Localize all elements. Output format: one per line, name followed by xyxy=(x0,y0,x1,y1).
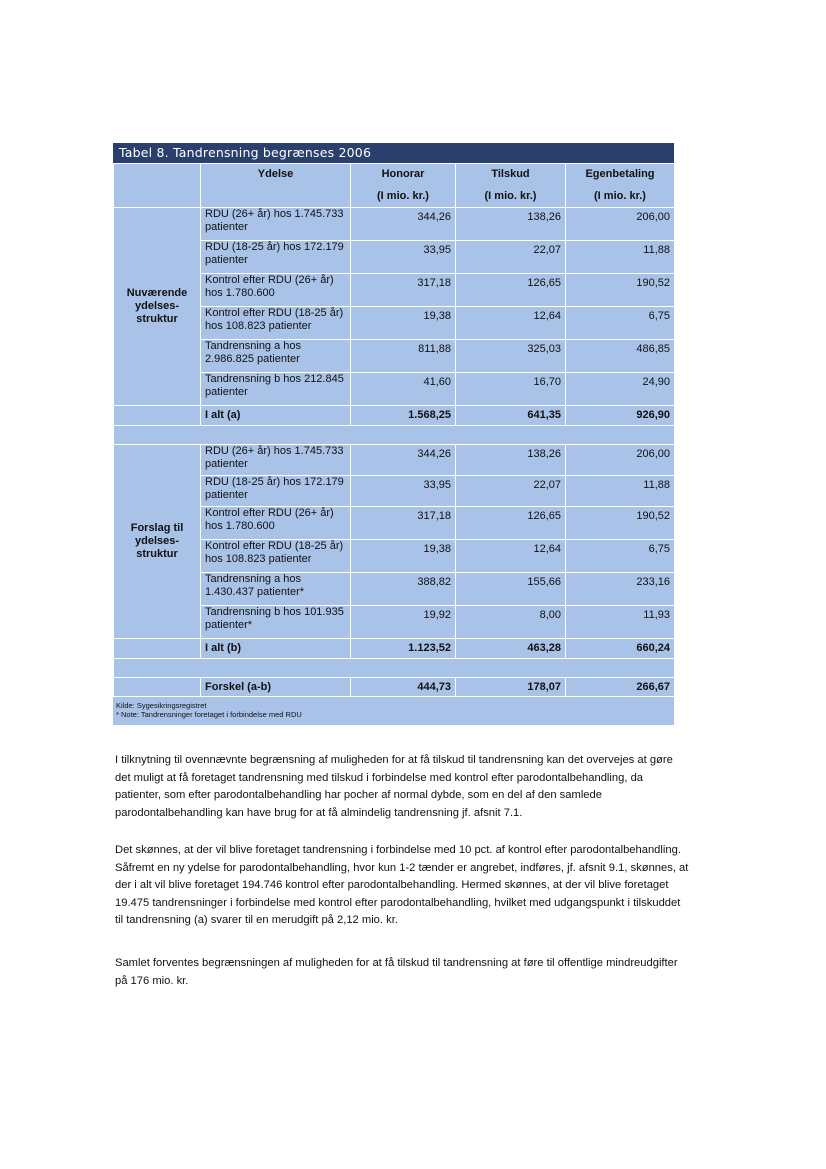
table-caption: Tabel 8. Tandrensning begrænses 2006 xyxy=(113,143,674,163)
spacer-cell xyxy=(114,426,675,445)
cell-tilskud: 126,65 xyxy=(456,274,566,307)
cell-egenbetaling: 486,85 xyxy=(566,340,675,373)
cell-tilskud: 16,70 xyxy=(456,373,566,406)
cell-tilskud: 22,07 xyxy=(456,476,566,507)
cell-egenbetaling: 206,00 xyxy=(566,208,675,241)
total-row-a xyxy=(114,406,675,426)
cell-honorar: 344,26 xyxy=(351,208,456,241)
cell-egenbetaling: 6,75 xyxy=(566,307,675,340)
cell-honorar: 811,88 xyxy=(351,340,456,373)
cell-honorar: 19,92 xyxy=(351,606,456,639)
total-egenbetaling: 660,24 xyxy=(566,639,675,659)
cell-tilskud: 22,07 xyxy=(456,241,566,274)
cell-egenbetaling: 233,16 xyxy=(566,573,675,606)
cell-egenbetaling: 190,52 xyxy=(566,507,675,540)
header-egenbetaling-title: Egenbetaling xyxy=(585,168,655,180)
cell-honorar: 33,95 xyxy=(351,241,456,274)
cell-tilskud: 325,03 xyxy=(456,340,566,373)
diff-honorar: 444,73 xyxy=(351,678,456,697)
row-label: Kontrol efter RDU (26+ år) hos 1.780.600 xyxy=(201,274,351,307)
table-note: * Note: Tandrensninger foretaget i forbindelse med RDU xyxy=(116,710,302,719)
cell-honorar: 317,18 xyxy=(351,274,456,307)
cell-honorar: 19,38 xyxy=(351,307,456,340)
cell-egenbetaling: 11,93 xyxy=(566,606,675,639)
cell-tilskud: 12,64 xyxy=(456,540,566,573)
paragraph-1: I tilknytning til ovennævnte begrænsning af muligheden for at få tilskud til tandrensning kan det overvejes at gøre det muligt at få foretaget tandrensning med tilskud i forbindelse med kontrol efter parodontalbehandling, da patienter, som efter parodontalbehandling har pocher af normal dybde, som en del af den samlede parodontalbehandling kan have brug for at få almindelig tandrensning jf. afsnit 7.1. xyxy=(115,754,673,819)
data-table xyxy=(113,163,675,697)
diff-label: Forskel (a-b) xyxy=(201,678,351,697)
header-tilskud xyxy=(456,164,566,208)
cell-tilskud: 138,26 xyxy=(456,208,566,241)
cell-egenbetaling: 24,90 xyxy=(566,373,675,406)
cell-tilskud: 126,65 xyxy=(456,507,566,540)
group-label-current: Nuværende ydelses-struktur xyxy=(114,208,201,406)
cell-egenbetaling: 11,88 xyxy=(566,241,675,274)
spacer-cell xyxy=(114,659,675,678)
table-source: Kilde: Sygesikringsregistret xyxy=(116,701,207,710)
cell-tilskud: 138,26 xyxy=(456,445,566,476)
table-container xyxy=(113,143,674,725)
cell-egenbetaling: 206,00 xyxy=(566,445,675,476)
cell-honorar: 33,95 xyxy=(351,476,456,507)
cell-honorar: 41,60 xyxy=(351,373,456,406)
header-tilskud-unit: (I mio. kr.) xyxy=(484,190,537,202)
header-egenbetaling-unit: (I mio. kr.) xyxy=(594,190,646,202)
row-label: RDU (18-25 år) hos 172.179 patienter xyxy=(201,476,351,507)
total-tilskud: 641,35 xyxy=(456,406,566,426)
diff-blank xyxy=(114,678,201,697)
cell-egenbetaling: 6,75 xyxy=(566,540,675,573)
row-label: Tandrensning a hos 2.986.825 patienter xyxy=(201,340,351,373)
header-honorar xyxy=(351,164,456,208)
header-egenbetaling xyxy=(566,164,675,208)
cell-honorar: 388,82 xyxy=(351,573,456,606)
header-ydelse: Ydelse xyxy=(201,164,351,208)
row-label: Kontrol efter RDU (18-25 år) hos 108.823 patienter xyxy=(201,540,351,573)
paragraph-2: Det skønnes, at der vil blive foretaget tandrensning i forbindelse med 10 pct. af kontrol efter parodontalbehandling. Såfremt en ny ydelse for parodontalbehandling, hvor kun 1-2 tænder er angrebet, indføres, jf. afsnit 9.1, skønnes, at der i alt vil blive foretaget 194.746 kontrol efter parodontalbehandling. Hermed skønnes, at der vil blive foretaget 19.475 tandrensninger i forbindelse med kontrol efter parodontalbehandling, hvilket med udgangspunkt i tilskuddet til tandrensning (a) svarer til en merudgift på 2,12 mio. kr. xyxy=(115,844,689,926)
header-honorar-title: Honorar xyxy=(381,168,425,180)
diff-egenbetaling: 266,67 xyxy=(566,678,675,697)
cell-tilskud: 8,00 xyxy=(456,606,566,639)
row-label: Tandrensning a hos 1.430.437 patienter* xyxy=(201,573,351,606)
row-label: RDU (18-25 år) hos 172.179 patienter xyxy=(201,241,351,274)
header-row xyxy=(114,164,675,208)
row-label: RDU (26+ år) hos 1.745.733 patienter xyxy=(201,445,351,476)
cell-honorar: 19,38 xyxy=(351,540,456,573)
table-footnote xyxy=(113,697,674,725)
row-label: Tandrensning b hos 212.845 patienter xyxy=(201,373,351,406)
cell-tilskud: 12,64 xyxy=(456,307,566,340)
total-row-b xyxy=(114,639,675,659)
difference-row xyxy=(114,678,675,697)
total-tilskud: 463,28 xyxy=(456,639,566,659)
table-row xyxy=(114,445,675,476)
paragraph-3: Samlet forventes begrænsningen af muligheden for at få tilskud til tandrensning at føre til offentlige mindreudgifter på 176 mio. kr. xyxy=(115,957,678,987)
total-blank xyxy=(114,406,201,426)
diff-tilskud: 178,07 xyxy=(456,678,566,697)
row-label: Kontrol efter RDU (18-25 år) hos 108.823 patienter xyxy=(201,307,351,340)
row-label: Kontrol efter RDU (26+ år) hos 1.780.600 xyxy=(201,507,351,540)
cell-honorar: 344,26 xyxy=(351,445,456,476)
group-label-proposal: Forslag til ydelses-struktur xyxy=(114,445,201,639)
cell-honorar: 317,18 xyxy=(351,507,456,540)
total-label: I alt (a) xyxy=(201,406,351,426)
cell-tilskud: 155,66 xyxy=(456,573,566,606)
header-honorar-unit: (I mio. kr.) xyxy=(377,190,429,202)
table-row xyxy=(114,208,675,241)
row-label: RDU (26+ år) hos 1.745.733 patienter xyxy=(201,208,351,241)
total-label: I alt (b) xyxy=(201,639,351,659)
total-honorar: 1.568,25 xyxy=(351,406,456,426)
total-blank xyxy=(114,639,201,659)
cell-egenbetaling: 190,52 xyxy=(566,274,675,307)
spacer-row xyxy=(114,426,675,445)
row-label: Tandrensning b hos 101.935 patienter* xyxy=(201,606,351,639)
total-honorar: 1.123,52 xyxy=(351,639,456,659)
header-blank xyxy=(114,164,201,208)
spacer-row xyxy=(114,659,675,678)
total-egenbetaling: 926,90 xyxy=(566,406,675,426)
header-tilskud-title: Tilskud xyxy=(491,168,530,180)
cell-egenbetaling: 11,88 xyxy=(566,476,675,507)
